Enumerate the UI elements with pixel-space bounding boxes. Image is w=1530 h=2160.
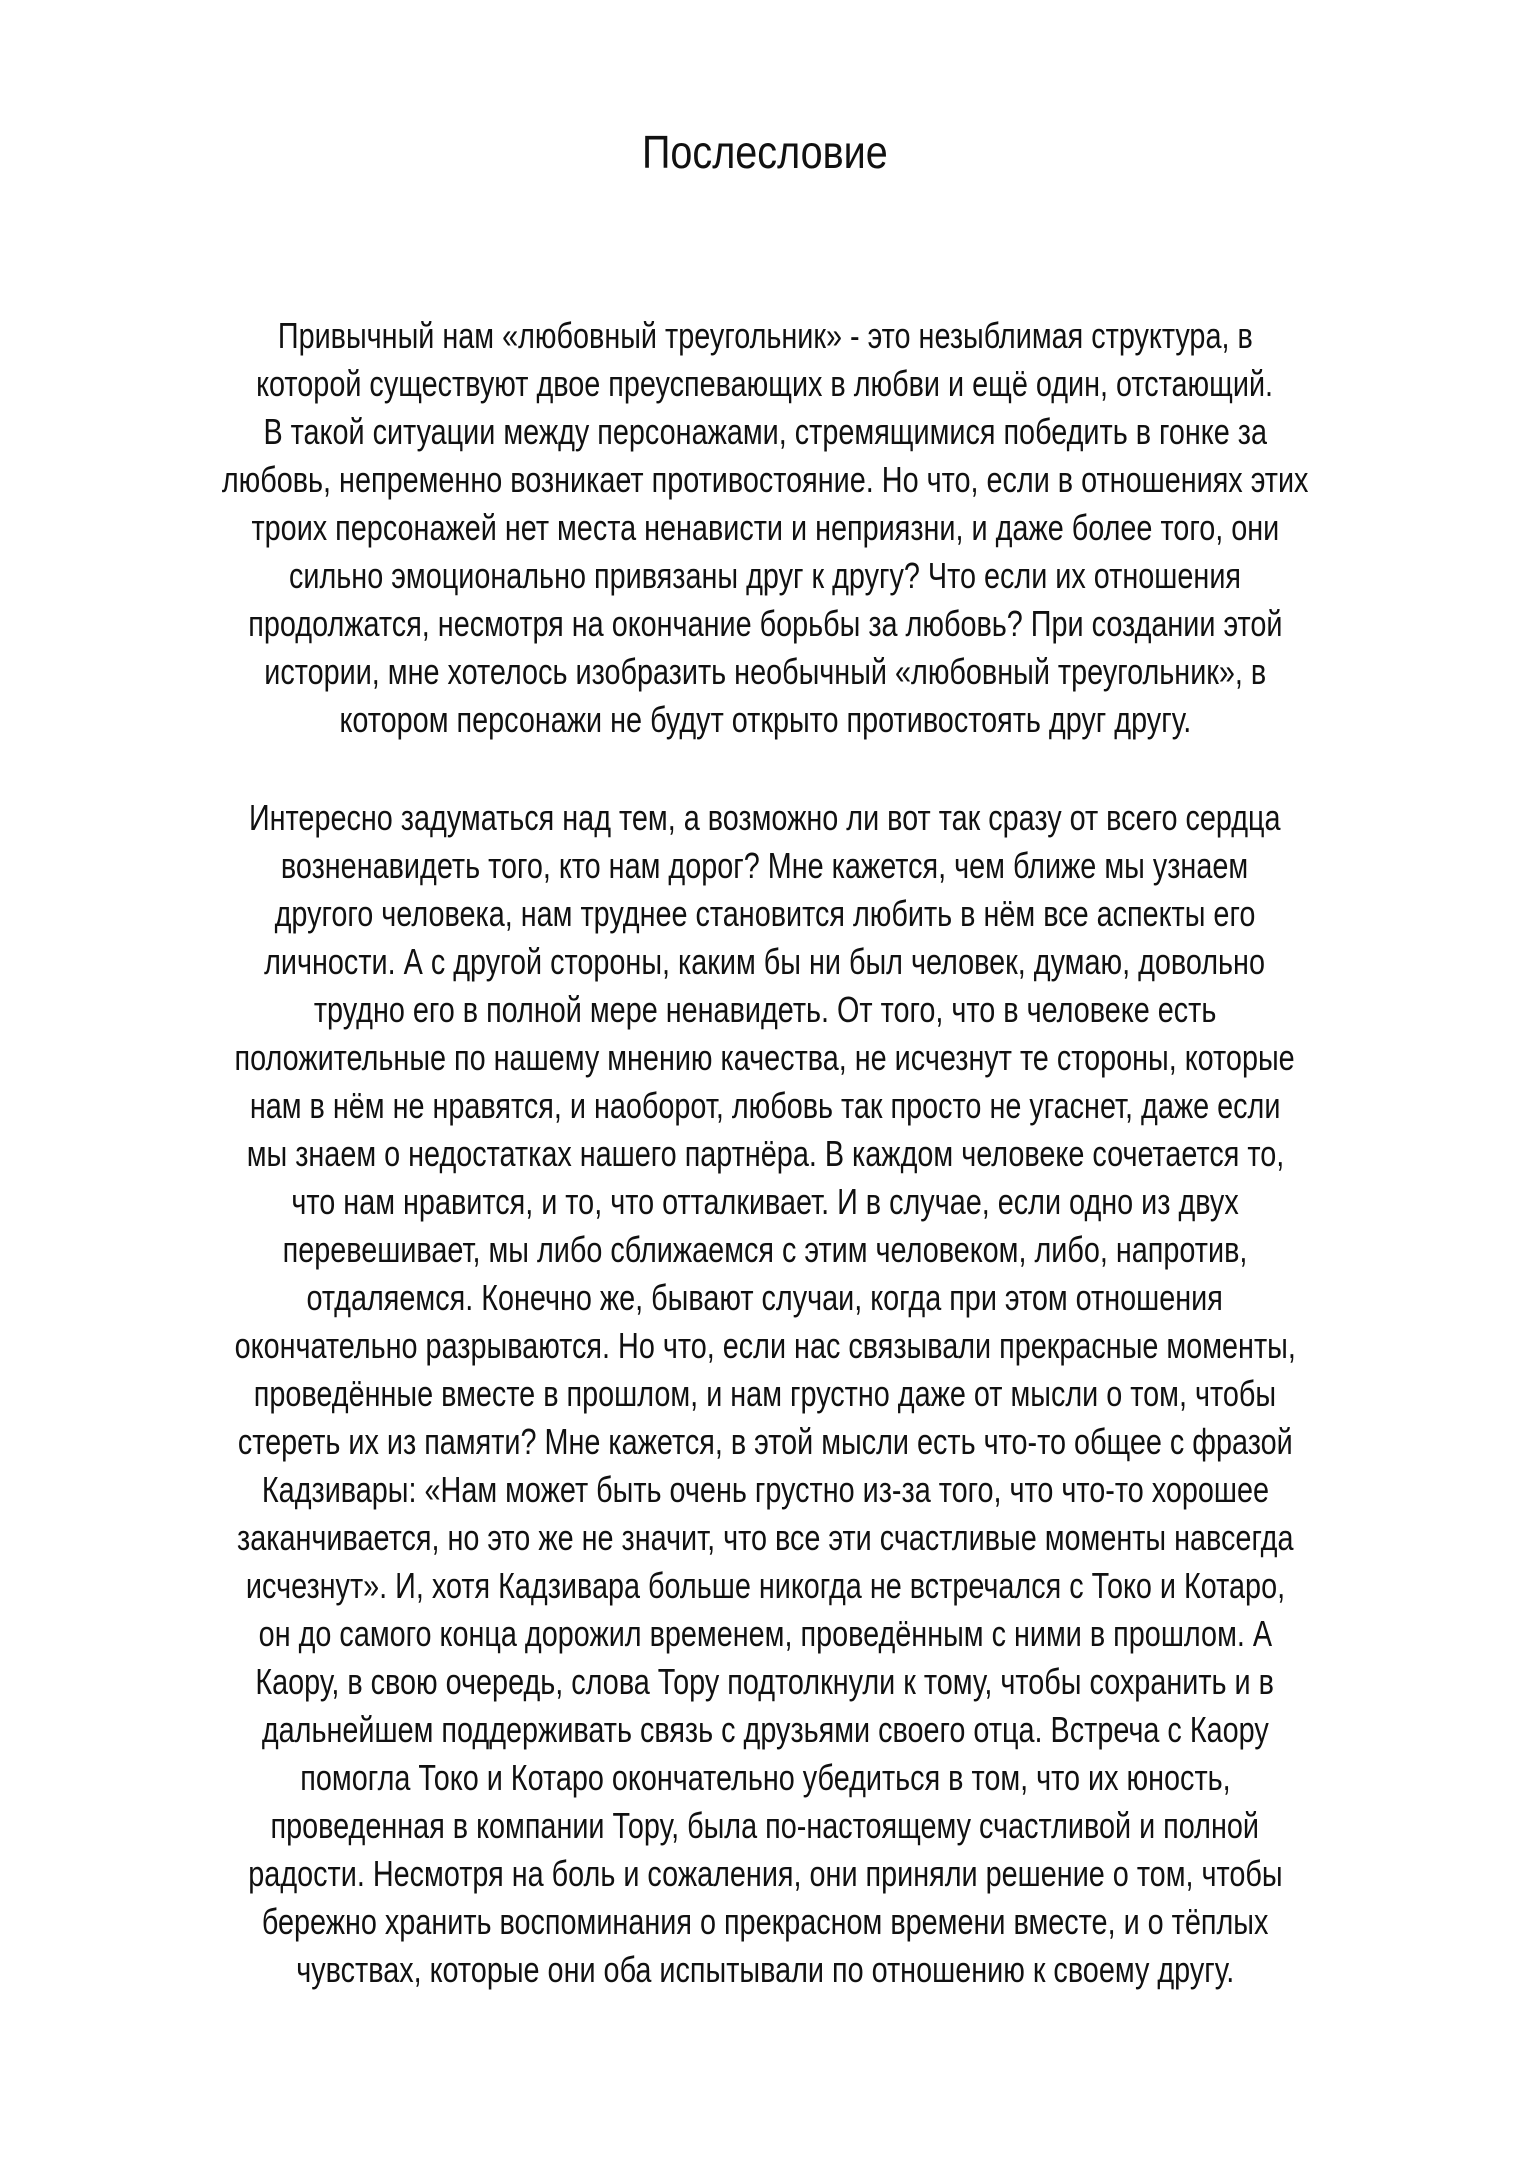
text-line xyxy=(0,552,1530,600)
text-line-content: продолжатся, несмотря на окончание борьбы за любовь? При создании этой xyxy=(247,603,1283,644)
text-line xyxy=(0,648,1530,696)
text-line-content: проведённые вместе в прошлом, и нам грустно даже от мысли о том, чтобы xyxy=(253,1373,1277,1414)
page-title-text: Послесловие xyxy=(642,126,888,178)
text-line-content: Каору, в свою очередь, слова Тору подтолкнули к тому, чтобы сохранить и в xyxy=(255,1661,1275,1702)
text-line xyxy=(0,1706,1530,1754)
text-line xyxy=(0,986,1530,1034)
text-line xyxy=(0,842,1530,890)
text-line-content: Кадзивары: «Нам может быть очень грустно из-за того, что что-то хорошее xyxy=(261,1469,1269,1510)
text-line-content: истории, мне хотелось изобразить необычный «любовный треугольник», в xyxy=(264,651,1266,692)
text-line-content: проведенная в компании Тору, была по-настоящему счастливой и полной xyxy=(270,1805,1260,1846)
text-line-content: трудно его в полной мере ненавидеть. От того, что в человеке есть xyxy=(313,989,1217,1030)
text-line-content: положительные по нашему мнению качества, не исчезнут те стороны, которые xyxy=(234,1037,1296,1078)
text-line xyxy=(0,1370,1530,1418)
text-line-content: исчезнут». И, хотя Кадзивара больше никогда не встречался с Токо и Котаро, xyxy=(245,1565,1285,1606)
text-line xyxy=(0,1946,1530,1994)
text-line xyxy=(0,1658,1530,1706)
text-line xyxy=(0,408,1530,456)
text-line-content: перевешивает, мы либо сближаемся с этим человеком, либо, напротив, xyxy=(282,1229,1248,1270)
text-line xyxy=(0,1802,1530,1850)
text-line-content: В такой ситуации между персонажами, стремящимися победить в гонке за xyxy=(263,411,1267,452)
text-line xyxy=(0,1322,1530,1370)
text-line-content: троих персонажей нет места ненависти и неприязни, и даже более того, они xyxy=(251,507,1279,548)
text-line xyxy=(0,1898,1530,1946)
text-line-content: окончательно разрываются. Но что, если нас связывали прекрасные моменты, xyxy=(234,1325,1296,1366)
text-line xyxy=(0,504,1530,552)
text-line-content: отдаляемся. Конечно же, бывают случаи, когда при этом отношения xyxy=(306,1277,1224,1318)
text-line-content: котором персонажи не будут открыто противостоять друг другу. xyxy=(339,699,1191,740)
text-line xyxy=(0,1850,1530,1898)
text-line xyxy=(0,938,1530,986)
text-line xyxy=(0,456,1530,504)
text-line-content: возненавидеть того, кто нам дорог? Мне кажется, чем ближе мы узнаем xyxy=(281,845,1249,886)
text-line-content: личности. А с другой стороны, каким бы ни был человек, думаю, довольно xyxy=(264,941,1266,982)
page-title xyxy=(0,120,1530,184)
text-line-content: мы знаем о недостатках нашего партнёра. В каждом человеке сочетается то, xyxy=(246,1133,1284,1174)
text-line xyxy=(0,890,1530,938)
text-line-content: Привычный нам «любовный треугольник» - это незыблимая структура, в xyxy=(277,315,1253,356)
text-line-content: другого человека, нам труднее становится любить в нём все аспекты его xyxy=(274,893,1256,934)
text-line-content: сильно эмоционально привязаны друг к другу? Что если их отношения xyxy=(288,555,1241,596)
text-line xyxy=(0,794,1530,842)
text-line-content: Интересно задуматься над тем, а возможно ли вот так сразу от всего сердца xyxy=(249,797,1281,838)
text-line xyxy=(0,1514,1530,1562)
text-line xyxy=(0,600,1530,648)
text-line xyxy=(0,696,1530,744)
text-line xyxy=(0,1754,1530,1802)
text-line xyxy=(0,1562,1530,1610)
text-line-content: стереть их из памяти? Мне кажется, в этой мысли есть что-то общее с фразой xyxy=(237,1421,1293,1462)
text-line xyxy=(0,1418,1530,1466)
text-line-content: дальнейшем поддерживать связь с друзьями своего отца. Встреча с Каору xyxy=(261,1709,1269,1750)
text-line-content: чувствах, которые они оба испытывали по отношению к своему другу. xyxy=(295,1949,1235,1990)
text-line xyxy=(0,1274,1530,1322)
text-line-content: нам в нём не нравятся, и наоборот, любовь так просто не угаснет, даже если xyxy=(249,1085,1281,1126)
text-line-content: любовь, непременно возникает противостояние. Но что, если в отношениях этих xyxy=(221,459,1309,500)
text-line-content: что нам нравится, и то, что отталкивает. И в случае, если одно из двух xyxy=(291,1181,1239,1222)
paragraph-1 xyxy=(0,312,1530,744)
text-line-content: заканчивается, но это же не значит, что все эти счастливые моменты навсегда xyxy=(236,1517,1294,1558)
paragraph-2 xyxy=(0,794,1530,1994)
text-line-content: он до самого конца дорожил временем, проведённым с ними в прошлом. А xyxy=(258,1613,1272,1654)
text-line xyxy=(0,1034,1530,1082)
text-line xyxy=(0,1466,1530,1514)
text-line xyxy=(0,360,1530,408)
text-line xyxy=(0,312,1530,360)
text-line xyxy=(0,1226,1530,1274)
text-line xyxy=(0,1082,1530,1130)
text-line-content: бережно хранить воспоминания о прекрасном времени вместе, и о тёплых xyxy=(261,1901,1269,1942)
text-line xyxy=(0,1130,1530,1178)
text-line-content: радости. Несмотря на боль и сожаления, они приняли решение о том, чтобы xyxy=(247,1853,1283,1894)
text-line-content: которой существуют двое преуспевающих в любви и ещё один, отстающий. xyxy=(256,363,1274,404)
text-line xyxy=(0,1178,1530,1226)
text-line xyxy=(0,1610,1530,1658)
text-line-content: помогла Токо и Котаро окончательно убедиться в том, что их юность, xyxy=(299,1757,1231,1798)
